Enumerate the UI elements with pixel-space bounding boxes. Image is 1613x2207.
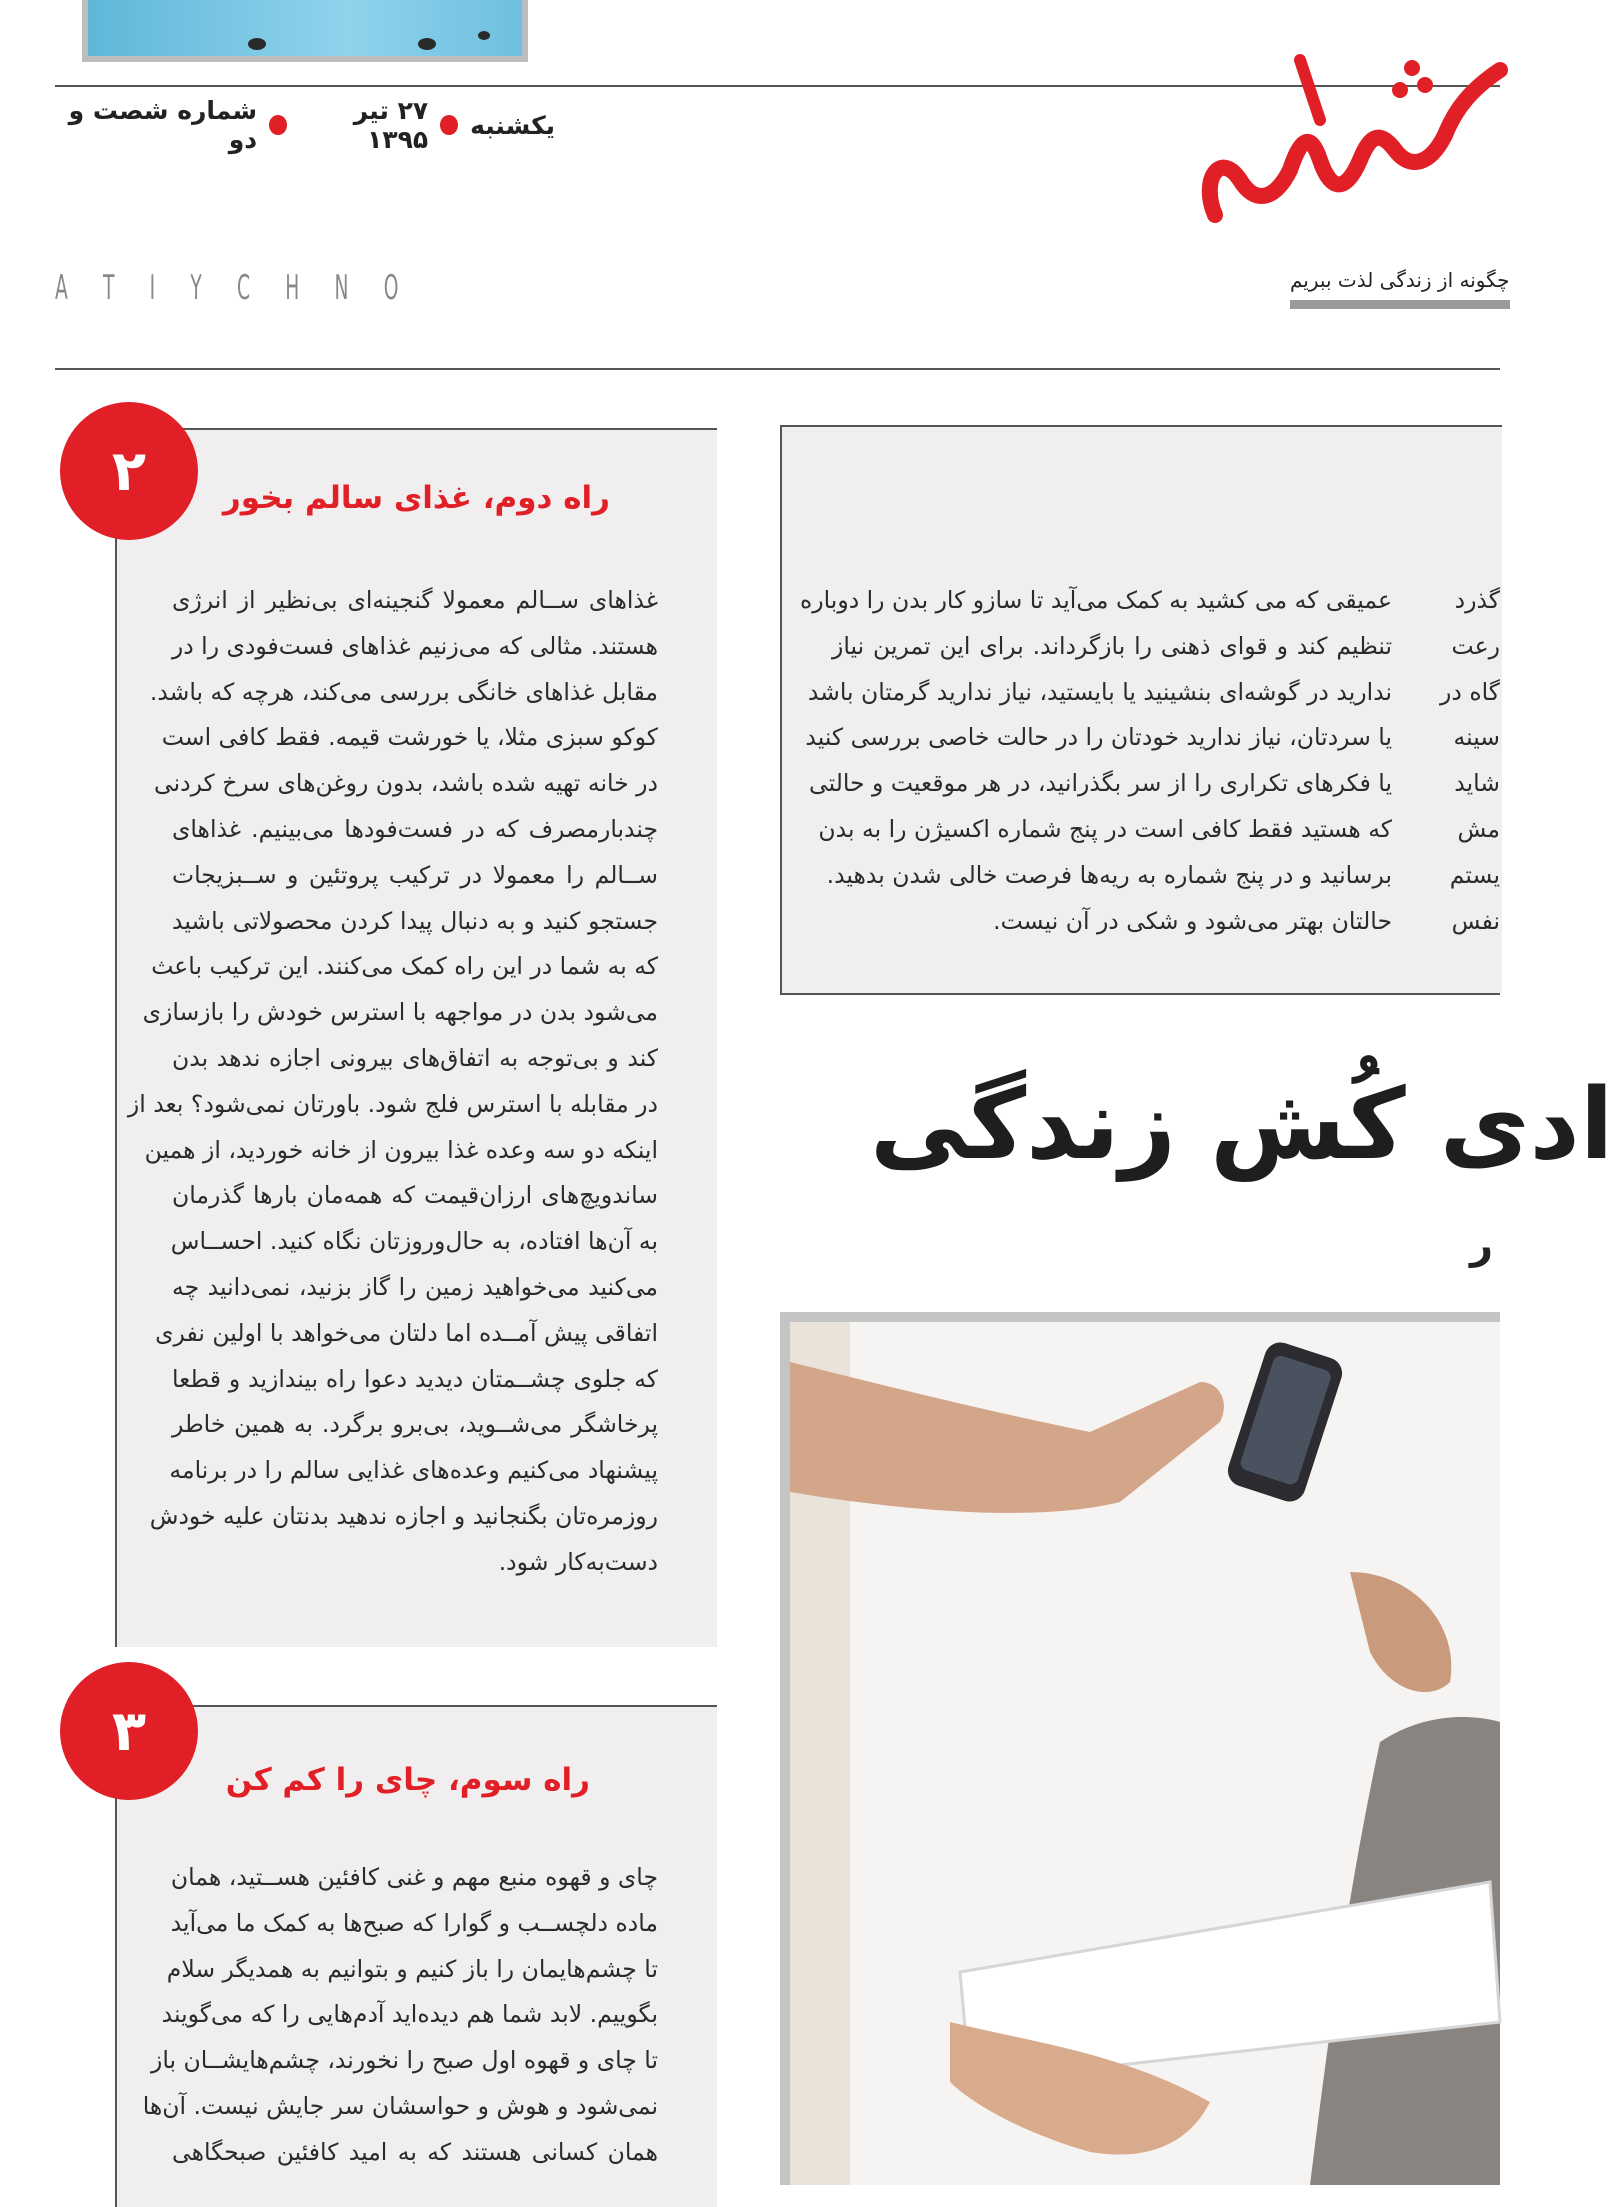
- body-line: که هستید فقط کافی است در پنج شماره اکسیژن را به بدن: [818, 814, 1392, 843]
- latin-letter: O: [383, 268, 400, 308]
- latin-letter: C: [236, 268, 252, 308]
- latin-wordmark: [55, 268, 400, 308]
- body-line: اینکه دو سه وعده غذا بیرون از خانه خوردید، از همین: [144, 1135, 658, 1164]
- headline-fragment: ر: [1470, 1222, 1494, 1268]
- body-line: عمیقی که می کشید به کمک می‌آید تا سازو کار بدن را دوباره: [799, 586, 1392, 614]
- body-line: هستند. مثالی که می‌زنیم غذاهای فست‌فودی را در: [171, 631, 658, 660]
- dateline-day: یکشنبه: [470, 110, 555, 140]
- tip-number-badge: ۲: [60, 402, 198, 540]
- body-line: برسانید و در پنج شماره به ریه‌ها فرصت خالی شدن بدهید.: [826, 860, 1392, 889]
- body-line: جستجو کنید و به دنبال پیدا کردن محصولاتی باشید: [172, 906, 658, 935]
- article-headline: ادی کُش زندگی: [870, 1068, 1613, 1182]
- body-line-fragment: شاید: [1454, 769, 1500, 798]
- body-line: کوکو سبزی مثلا، یا خورشت قیمه. فقط کافی است: [161, 723, 658, 752]
- body-line: در خانه تهیه شده باشد، بدون روغن‌های سرخ کردنی: [154, 769, 658, 798]
- red-bullet-icon: [269, 115, 287, 135]
- body-line: همان کسانی هستند که به امید کافئین صبحگاهی: [172, 2137, 658, 2166]
- breathing-tip-body: [799, 578, 1392, 944]
- red-bullet-icon: [440, 115, 458, 135]
- tip-body: [127, 578, 658, 1586]
- body-line-fragment: گاه در: [1440, 677, 1500, 706]
- photo-illustration: [790, 1322, 1500, 2185]
- body-line: مقابل غذاهای خانگی بررسی می‌کند، هرچه که باشد.: [149, 677, 658, 706]
- body-line: که جلوی چشــمتان دیدید دعوا راه بیندازید و قطعا: [172, 1364, 658, 1393]
- masthead-logo: [1180, 30, 1520, 240]
- body-line: پرخاشگر می‌شــوید، بی‌برو برگرد. به همین خاطر: [172, 1410, 658, 1439]
- body-line: در مقابله با استرس فلج شود. باورتان نمی‌شود؟ بعد از: [127, 1089, 658, 1118]
- column-rule: [780, 993, 1500, 995]
- body-line: چندبارمصرف که در فست‌فودها می‌بینیم. غذاهای: [172, 814, 658, 843]
- latin-letter: A: [55, 268, 69, 308]
- latin-letter: N: [334, 268, 350, 308]
- body-line-fragment: گذرد: [1454, 586, 1500, 614]
- body-line: نمی‌شود و هوش و حواسشان سر جایش نیست. آن‌ها: [142, 2091, 658, 2120]
- body-line: غذاهای ســالم معمولا گنجینه‌ای بی‌نظیر از انرژی: [172, 586, 658, 614]
- latin-letter: Y: [190, 268, 203, 308]
- body-line: یا سردتان، نیاز ندارید خودتان را در حالت خاصی بررسی کنید: [805, 723, 1392, 752]
- body-line: ساندویچ‌های ارزان‌قیمت که همه‌مان بارها گذرمان: [172, 1181, 658, 1210]
- body-line: که به شما در این راه کمک می‌کنند. این ترکیب باعث: [151, 952, 658, 981]
- body-line-fragment: یستم: [1449, 860, 1500, 889]
- body-line: ســالم را معمولا در ترکیب پروتئین و ســبزیجات: [172, 860, 658, 889]
- body-line: می‌شود بدن در مواجهه با استرس خودش را بازسازی: [142, 998, 658, 1027]
- body-line: به آن‌ها افتاده، به حال‌وروزتان نگاه کنید. احســاس: [170, 1227, 658, 1256]
- masthead-tagline: چگونه از زندگی لذت ببریم: [1290, 268, 1510, 292]
- tip-body: [142, 1855, 658, 2176]
- body-line: اتفاقی پیش آمــده اما دلتان می‌خواهد با اولین نفری: [155, 1318, 658, 1347]
- dateline-date: ۲۷ تیر ۱۳۹۵: [353, 96, 429, 154]
- body-line-fragment: رعت: [1451, 631, 1500, 660]
- body-line-fragment: نفس: [1451, 906, 1500, 935]
- body-line: حالتان بهتر می‌شود و شکی در آن نیست.: [993, 906, 1392, 935]
- dateline: [55, 96, 555, 154]
- body-line: بگوییم. لابد شما هم دیده‌اید آدم‌هایی را که می‌گویند: [161, 2000, 658, 2029]
- latin-letter: H: [285, 268, 301, 308]
- top-photo-strip: [82, 0, 528, 62]
- tip-title: راه دوم، غذای سالم بخور: [222, 480, 610, 516]
- body-line: تا چشم‌هایمان را باز کنیم و بتوانیم به همدیگر سلام: [166, 1954, 658, 1983]
- tip-title: راه سوم، چای را کم کن: [225, 1762, 590, 1798]
- body-line: تا چای و قهوه اول صبح را نخورند، چشم‌هایشــان باز: [150, 2046, 658, 2075]
- dateline-issue: شماره شصت و دو: [68, 96, 258, 154]
- cropped-column-edge: [1430, 578, 1500, 944]
- body-line-fragment: مش: [1457, 814, 1500, 843]
- section-rule: [55, 368, 1500, 370]
- article-photo: [780, 1312, 1500, 2185]
- body-line: تنظیم کند و قوای ذهنی را بازگرداند. برای این تمرین نیاز: [832, 631, 1392, 660]
- body-line: می‌کنید می‌خواهید زمین را گاز بزنید، نمی‌دانید چه: [172, 1272, 658, 1301]
- latin-letter: T: [102, 268, 116, 308]
- latin-letter: I: [149, 268, 157, 308]
- body-line: ماده دلچســب و گوارا که صبح‌ها به کمک ما می‌آید: [170, 1908, 658, 1937]
- body-line-fragment: سینه: [1453, 723, 1500, 752]
- tagline-underline: [1290, 300, 1510, 309]
- body-line: پیشنهاد می‌کنیم وعده‌های غذایی سالم را در برنامه: [169, 1456, 658, 1485]
- body-line: ندارید در گوشه‌ای بنشینید یا بایستید، نیاز ندارید گرمتان باشد: [807, 677, 1392, 706]
- body-line: روزمره‌تان بگنجانید و اجازه ندهید بدنتان علیه خودش: [149, 1501, 658, 1530]
- body-line: چای و قهوه منبع مهم و غنی کافئین هســتید، همان: [170, 1863, 658, 1891]
- body-line: یا فکرهای تکراری را از سر بگذرانید، در هر موقعیت و حالتی: [809, 769, 1392, 798]
- body-line: کند و بی‌توجه به اتفاق‌های بیرونی اجازه ندهد بدن: [172, 1043, 658, 1072]
- body-line: دست‌به‌کار شود.: [498, 1547, 658, 1576]
- tip-number-badge: ۳: [60, 1662, 198, 1800]
